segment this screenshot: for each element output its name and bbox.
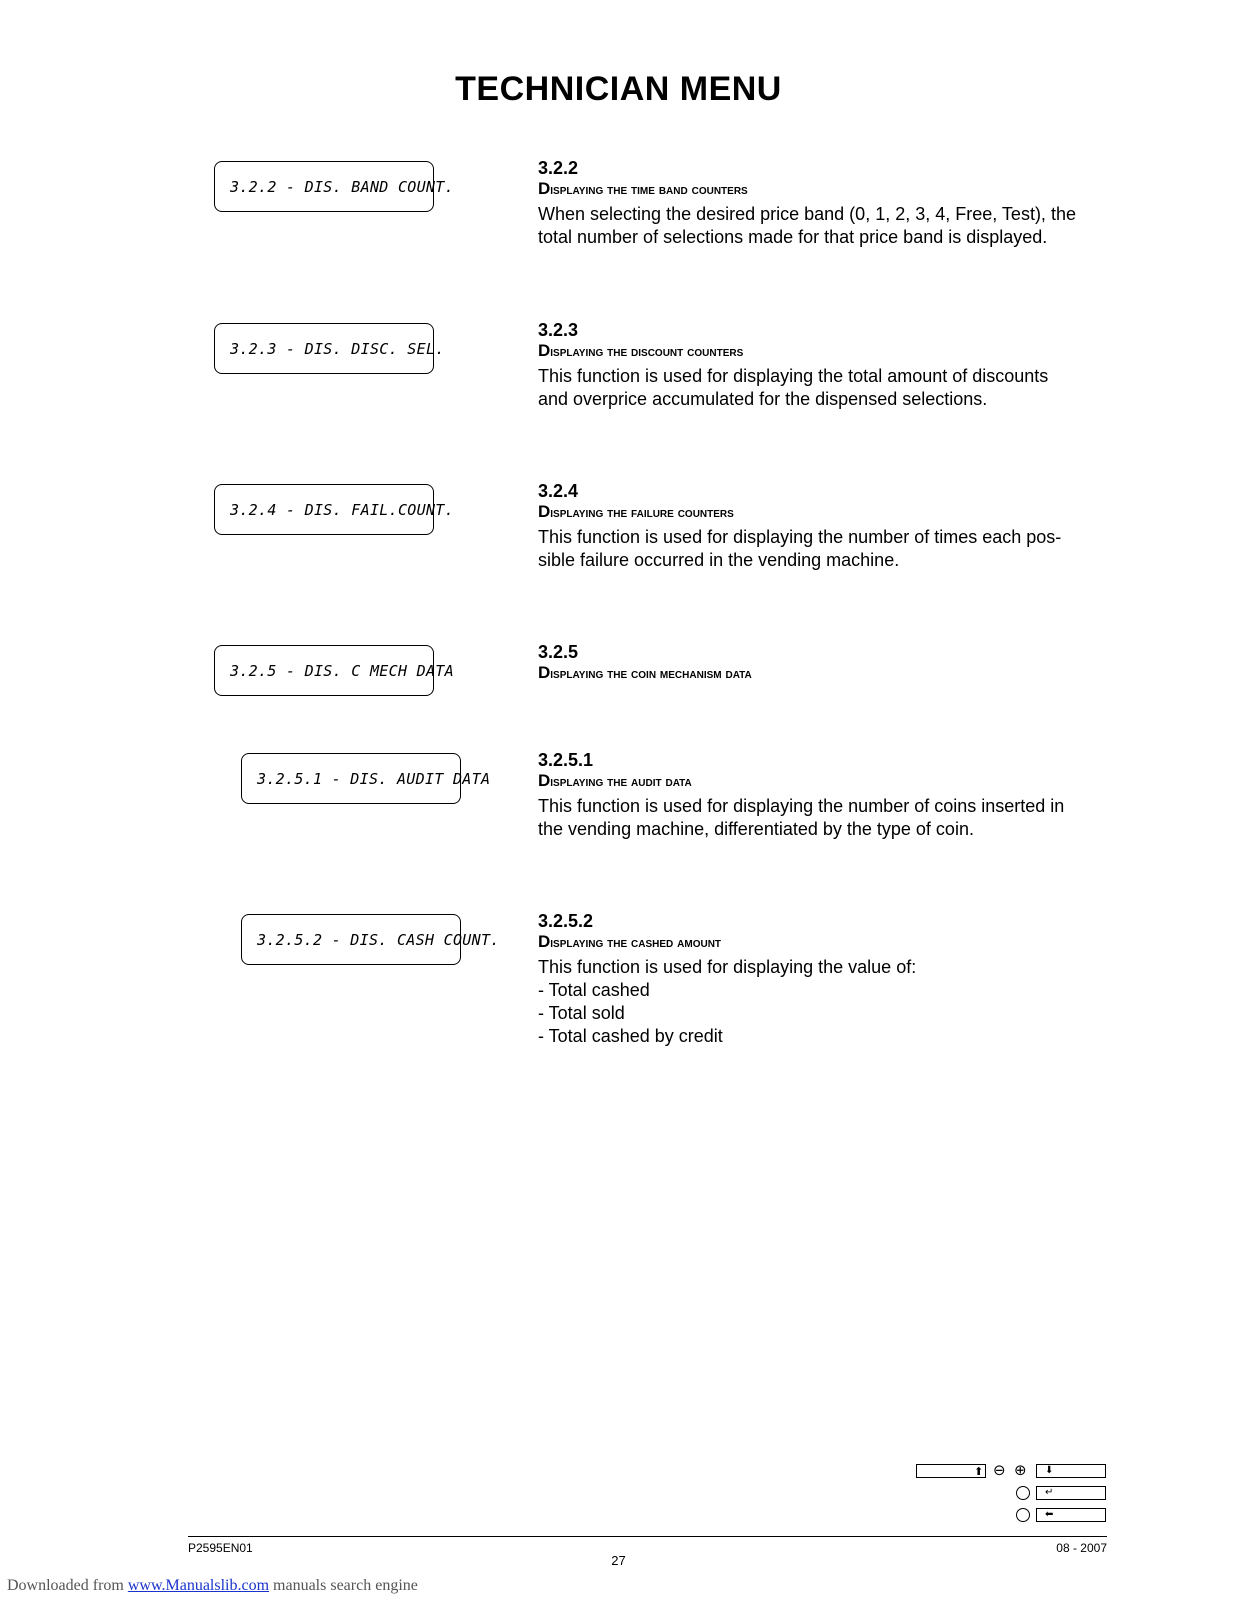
section-3-2-5-1: [538, 749, 1108, 841]
section-number: 3.2.5.1: [538, 750, 594, 770]
manualslib-link[interactable]: www.Manualslib.com: [127, 1577, 270, 1594]
lcd-display-box: 3.2.3 - DIS. DISC. SEL.: [214, 323, 434, 374]
lcd-display-box: 3.2.5.1 - DIS. AUDIT DATA: [241, 753, 461, 804]
watermark-suffix: manuals search engine: [269, 1577, 418, 1594]
minus-key-icon: ⊖: [993, 1461, 1006, 1479]
body-line: and overprice accumulated for the dispensed selections.: [538, 389, 988, 409]
section-heading: Displaying the cashed amount: [538, 932, 722, 951]
body-line: - Total sold: [538, 1003, 625, 1023]
section-heading: Displaying the audit data: [538, 771, 692, 790]
back-arrow-icon: ⬅: [1045, 1509, 1054, 1520]
section-heading: Displaying the time band counters: [538, 179, 748, 198]
section-3-2-5-2: [538, 910, 1108, 1048]
lcd-display-box: 3.2.5 - DIS. C MECH DATA: [214, 645, 434, 696]
section-3-2-2: [538, 157, 1108, 249]
section-3-2-3: [538, 319, 1108, 411]
section-number: 3.2.5.2: [538, 911, 594, 931]
section-body: [538, 956, 1108, 1048]
section-body: [538, 526, 1108, 572]
section-number: 3.2.5: [538, 642, 579, 662]
lcd-display-box: 3.2.4 - DIS. FAIL.COUNT.: [214, 484, 434, 535]
key-circle-icon: [1016, 1508, 1030, 1522]
legend-bar: [1036, 1464, 1106, 1478]
section-heading: Displaying the discount counters: [538, 341, 744, 360]
key-circle-icon: [1016, 1486, 1030, 1500]
body-line: - Total cashed: [538, 980, 650, 1000]
body-line: - Total cashed by credit: [538, 1026, 723, 1046]
footer-divider: [188, 1536, 1107, 1537]
lcd-display-box: 3.2.5.2 - DIS. CASH COUNT.: [241, 914, 461, 965]
section-body: [538, 365, 1108, 411]
section-heading: Displaying the failure counters: [538, 502, 734, 521]
body-line: the vending machine, differentiated by the type of coin.: [538, 819, 974, 839]
up-arrow-icon: ⬆: [974, 1465, 984, 1478]
section-3-2-5: [538, 641, 1108, 683]
legend-bar: [1036, 1486, 1106, 1500]
section-heading: Displaying the coin mechanism data: [538, 663, 752, 682]
section-body: [538, 203, 1108, 249]
section-number: 3.2.4: [538, 481, 579, 501]
body-line: When selecting the desired price band (0, 1, 2, 3, 4, Free, Test), the: [538, 204, 1076, 224]
plus-key-icon: ⊕: [1014, 1461, 1027, 1479]
enter-icon: ↵: [1045, 1487, 1054, 1498]
page-number: 27: [611, 1553, 626, 1568]
doc-code: P2595EN01: [188, 1541, 253, 1555]
body-line: This function is used for displaying the total amount of discounts: [538, 366, 1049, 386]
section-3-2-4: [538, 480, 1108, 572]
body-line: total number of selections made for that price band is displayed.: [538, 227, 1048, 247]
watermark-prefix: Downloaded from: [7, 1577, 128, 1594]
legend-bar: [1036, 1508, 1106, 1522]
section-number: 3.2.2: [538, 158, 579, 178]
down-arrow-icon: ⬇: [1045, 1465, 1054, 1476]
body-line: sible failure occurred in the vending machine.: [538, 550, 900, 570]
doc-date: 08 - 2007: [1056, 1541, 1107, 1555]
key-legend: [916, 1462, 1106, 1528]
download-watermark: [7, 1577, 418, 1595]
body-line: This function is used for displaying the number of times each pos-: [538, 527, 1062, 547]
page-title: TECHNICIAN MENU: [455, 70, 782, 108]
body-line: This function is used for displaying the number of coins inserted in: [538, 796, 1065, 816]
section-body: [538, 795, 1108, 841]
body-line: This function is used for displaying the value of:: [538, 957, 917, 977]
lcd-display-box: 3.2.2 - DIS. BAND COUNT.: [214, 161, 434, 212]
section-number: 3.2.3: [538, 320, 579, 340]
